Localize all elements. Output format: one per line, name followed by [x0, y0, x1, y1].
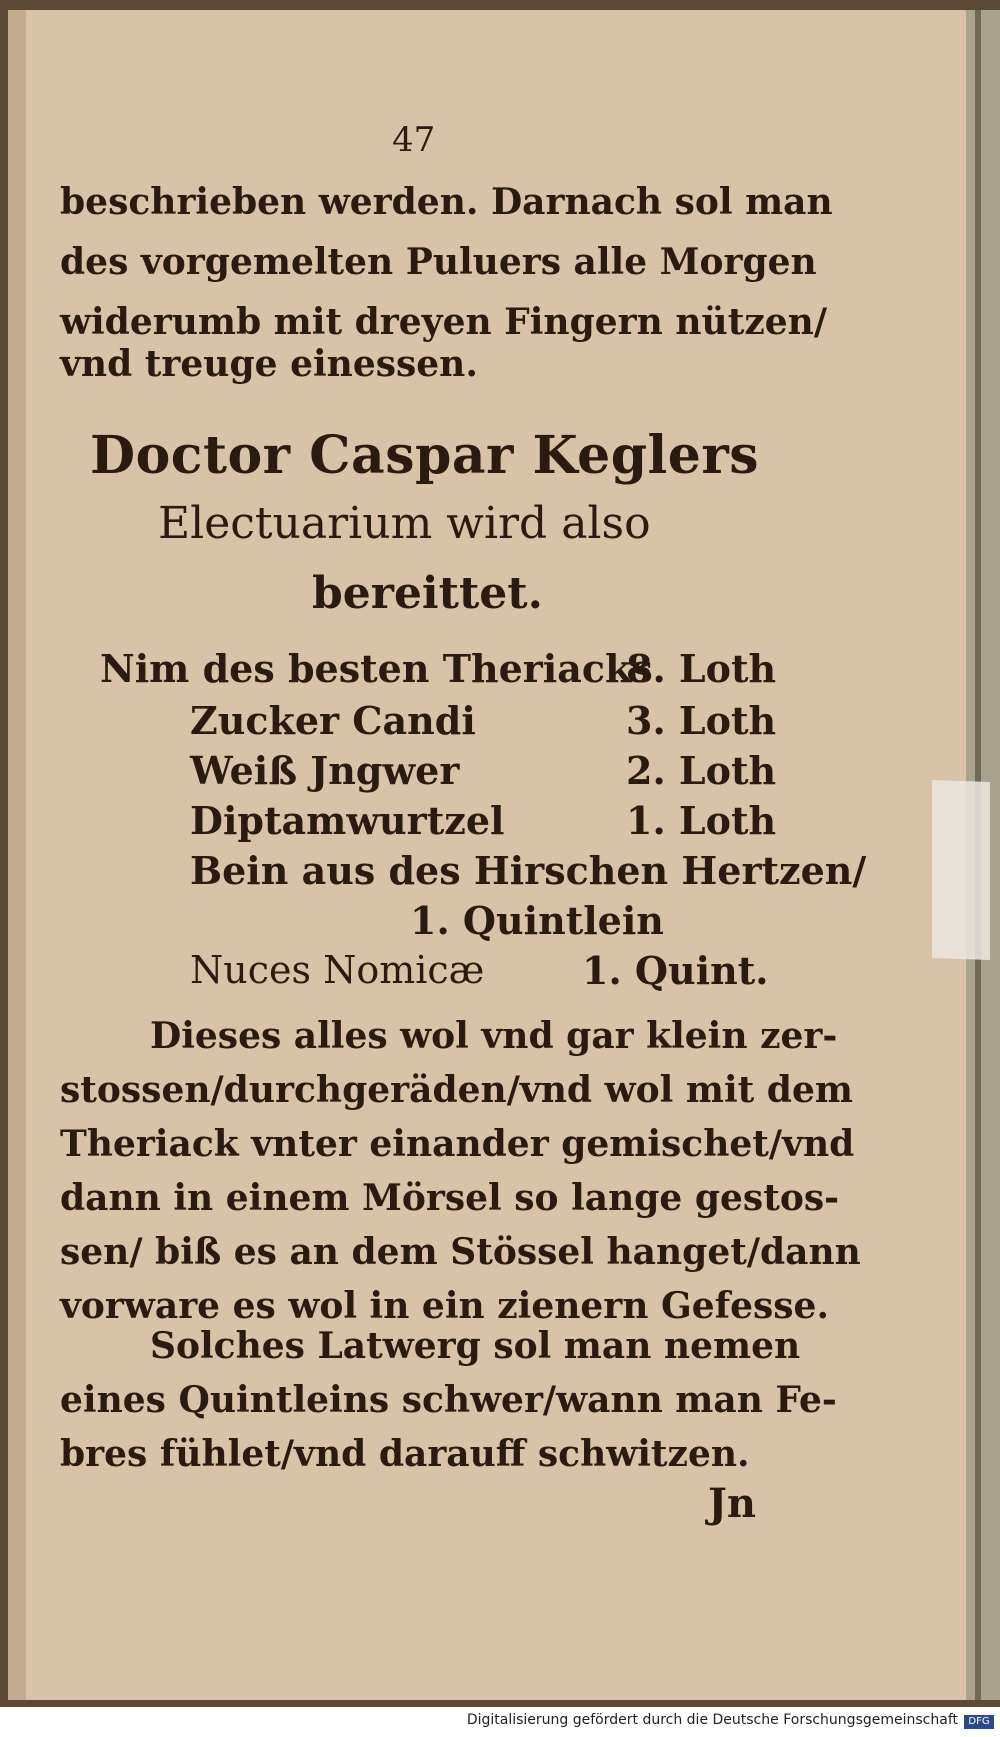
intro-line-1: beschrieben werden. Darnach sol man — [60, 181, 833, 223]
intro-line-3: widerumb mit dreyen Fingern nützen/ — [60, 301, 827, 343]
ingredient-qty: 3. Loth — [626, 698, 777, 743]
ingredient-name: Zucker Candi — [190, 698, 476, 743]
catchword: Jn — [708, 1480, 757, 1527]
ingredient-name: Bein aus des Hirschen Hertzen/ — [190, 848, 867, 893]
instruction-line-9: bres fühlet/vnd darauff schwitzen. — [60, 1433, 750, 1475]
instruction-line-3: Theriack vnter einander gemischet/vnd — [60, 1123, 855, 1165]
ingredient-name: Nuces Nomicæ — [190, 948, 485, 992]
ingredient-name: 1. Quintlein — [410, 898, 664, 943]
intro-line-2: des vorgemelten Puluers alle Morgen — [60, 241, 817, 283]
page-number: 47 — [392, 120, 436, 160]
dfg-logo-icon: DFG — [964, 1715, 994, 1729]
recipe-heading-line-3: bereittet. — [312, 568, 543, 619]
ingredient-name: Weiß Jngwer — [190, 748, 460, 793]
instruction-line-7: Solches Latwerg sol man nemen — [150, 1325, 801, 1367]
intro-line-4: vnd treuge einessen. — [60, 343, 478, 385]
ingredient-qty: 2. Loth — [626, 748, 777, 793]
footer-text: Digitalisierung gefördert durch die Deutsche Forschungsgemeinschaft — [466, 1712, 958, 1728]
instruction-line-2: stossen/durchgeräden/vnd wol mit dem — [60, 1069, 853, 1111]
instruction-line-5: sen/ biß es an dem Stössel hanget/dann — [60, 1231, 861, 1273]
page-tab — [932, 780, 990, 960]
ingredient-name: Nim des besten Theriacks — [100, 646, 653, 691]
footer-bar — [0, 1707, 1000, 1737]
instruction-line-1: Dieses alles wol vnd gar klein zer- — [150, 1015, 838, 1057]
recipe-heading-line-2: Electuarium wird also — [158, 498, 651, 549]
recipe-heading-line-1: Doctor Caspar Keglers — [90, 425, 760, 486]
instruction-line-4: dann in einem Mörsel so lange gestos- — [60, 1177, 840, 1219]
instruction-line-6: vorware es wol in ein zienern Gefesse. — [60, 1285, 829, 1327]
ingredient-qty: 8. Loth — [626, 646, 777, 691]
ingredient-qty: 1. Quint. — [582, 948, 769, 993]
ingredient-name: Diptamwurtzel — [190, 798, 505, 843]
ingredient-qty: 1. Loth — [626, 798, 777, 843]
instruction-line-8: eines Quintleins schwer/wann man Fe- — [60, 1379, 837, 1421]
